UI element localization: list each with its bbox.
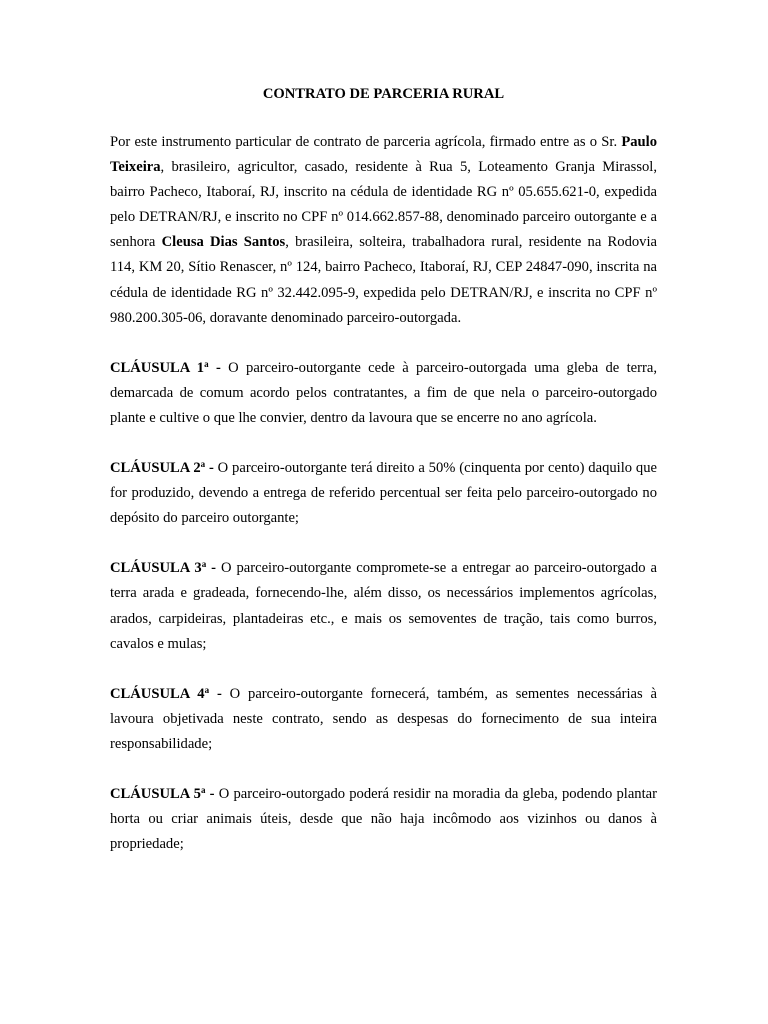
clause-heading: CLÁUSULA 2$^a$ - (110, 459, 214, 477)
clause-text: O parceiro-outorgante fornecerá, também, as sementes necessárias à lavoura objetivada neste contrato, sendo as despesas do fornecimento de sua inteira responsabilidade; (110, 685, 657, 752)
clause-2 (110, 456, 657, 531)
clause-heading: CLÁUSULA 5$^a$ - (110, 784, 215, 802)
intro-text-2: , brasileiro, agricultor, casado, residente à Rua 5, Loteamento Granja Mirassol, bairro Pacheco, Itaboraí, RJ, inscrito na cédula de identidade RG nº 05.655.621-0, expedida pelo DETRAN/RJ, e inscrito no CPF nº 014.662.857-88, denominado parceiro outorgante e a senhora (110, 159, 657, 251)
clause-text: O parceiro-outorgado poderá residir na moradia da gleba, podendo plantar horta ou criar animais úteis, desde que não haja incômodo aos vizinhos ou danos à propriedade; (110, 785, 657, 853)
clause-4 (110, 682, 657, 757)
clause-text: O parceiro-outorgante compromete-se a entregar ao parceiro-outorgado a terra arada e gradeada, fornecendo-lhe, além disso, os necessários implementos agrícolas, arados, carpideiras, plantadeiras etc., e mais os semoventes de tração, tais como burros, cavalos e mulas; (110, 560, 657, 652)
intro-text-3: , brasileira, solteira, trabalhadora rural, residente na Rodovia 114, KM 20, Sítio Renascer, nº 124, bairro Pacheco, Itaboraí, RJ, CEP 24847-090, inscrita na cédula de identidade RG nº 32.442.095-9, expedida pelo DETRAN/RJ, e inscrita no CPF nº 980.200.305-06, doravante denominado parceiro-outorgada. (110, 234, 657, 326)
party-name-outorgada: Cleusa Dias Santos (161, 234, 286, 251)
intro-text-1: Por este instrumento particular de contrato de parceria agrícola, firmado entre as o Sr. (110, 134, 622, 150)
clause-text: O parceiro-outorgante cede à parceiro-outorgada uma gleba de terra, demarcada de comum acordo pelos contratantes, a fim de que nela o parceiro-outorgado plante e cultive o que lhe convier, dentro da lavoura que se encerre no ano agrícola. (110, 359, 657, 426)
intro-paragraph (110, 130, 657, 331)
clause-heading: CLÁUSULA 1$^a$ - (110, 358, 221, 376)
clause-1 (110, 356, 657, 431)
clause-text: O parceiro-outorgante terá direito a 50% (cinquenta por cento) daquilo que for produzido, devendo a entrega de referido percentual ser feita pelo parceiro-outorgado no depósito do parceiro outorgante; (110, 460, 657, 527)
document-title: CONTRATO DE PARCERIA RURAL (262, 86, 505, 102)
clause-heading: CLÁUSULA 4$^a$ - (110, 684, 222, 702)
party-name-outorgante: Paulo Teixeira (110, 134, 657, 176)
clause-5 (110, 782, 657, 857)
clause-3 (110, 556, 657, 656)
document-page (110, 84, 657, 882)
clause-heading: CLÁUSULA 3$^a$ - (110, 559, 217, 577)
